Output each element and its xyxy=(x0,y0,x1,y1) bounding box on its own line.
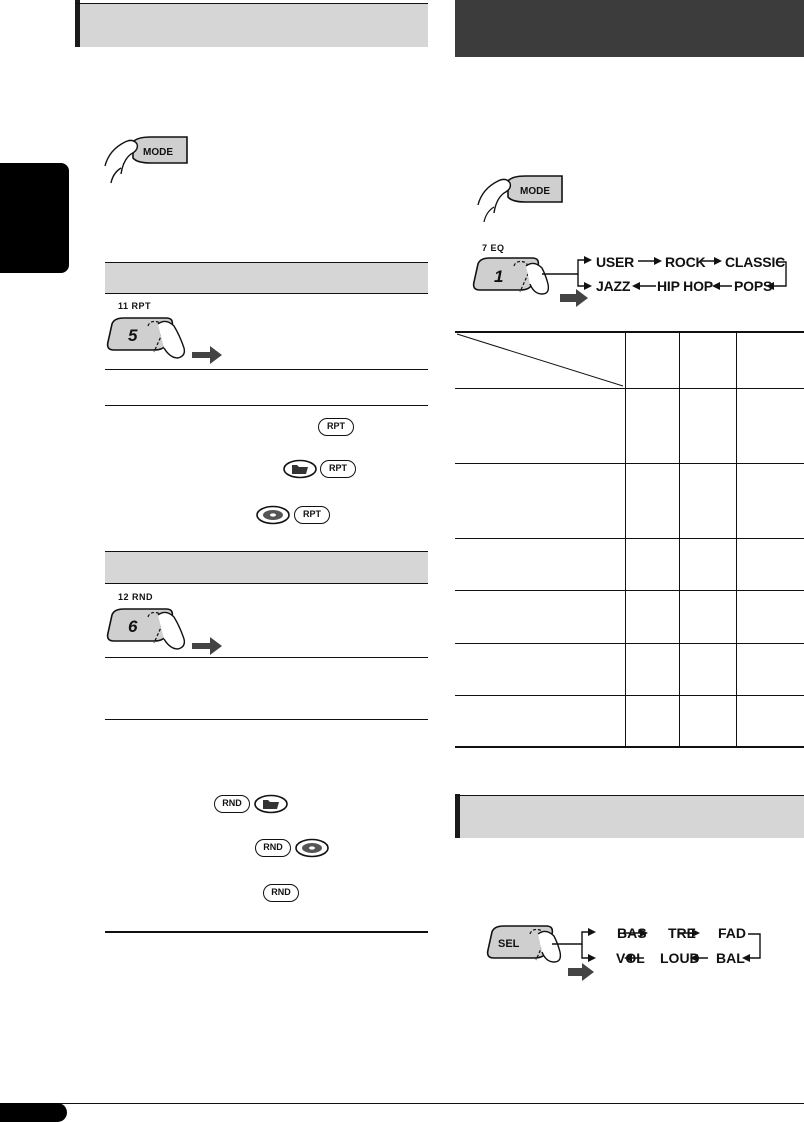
mode-button-right-label: MODE xyxy=(520,186,550,197)
folder-icon xyxy=(253,794,289,814)
mode-button-label: MODE xyxy=(143,147,173,158)
repeat-button-caption: 11 RPT xyxy=(118,301,152,311)
sel-item-tre: TRE xyxy=(668,925,696,941)
sel-button-label: SEL xyxy=(498,938,520,950)
table-row-divider xyxy=(455,590,804,591)
table-row-divider xyxy=(455,538,804,539)
page-number-tab xyxy=(0,1103,67,1122)
random-button-number: 6 xyxy=(128,617,138,636)
table-col-divider xyxy=(736,332,737,747)
eq-button-caption: 7 EQ xyxy=(482,243,505,253)
divider xyxy=(105,719,428,720)
random-button-caption: 12 RND xyxy=(118,592,154,602)
table-bottom-rule xyxy=(455,746,804,748)
divider xyxy=(105,369,428,370)
divider xyxy=(105,293,428,294)
rpt-indicator-folder: RPT xyxy=(320,460,356,478)
rnd-indicator-folder: RND xyxy=(214,795,250,813)
disc-icon xyxy=(255,505,291,525)
repeat-button-number: 5 xyxy=(128,326,138,345)
sel-item-bas: BAS xyxy=(617,925,647,941)
table-row-divider xyxy=(455,388,804,389)
mode-button-right[interactable] xyxy=(474,167,574,227)
eq-mode-hip-hop: HIP HOP xyxy=(657,278,713,294)
eq-mode-pops: POPS xyxy=(734,278,773,294)
sel-item-vol: VOL xyxy=(616,950,645,966)
table-col-divider xyxy=(625,332,626,747)
divider xyxy=(105,583,428,584)
section-header-box xyxy=(80,4,428,47)
disc-icon xyxy=(294,838,330,858)
table-diagonal xyxy=(455,332,625,388)
divider xyxy=(105,551,428,552)
divider xyxy=(75,3,428,4)
random-button-6[interactable] xyxy=(104,603,224,658)
sel-item-fad: FAD xyxy=(718,925,746,941)
rpt-indicator-disc: RPT xyxy=(294,506,330,524)
divider xyxy=(455,795,804,796)
sel-item-loud: LOUD xyxy=(660,950,700,966)
divider xyxy=(105,931,428,933)
eq-section-header xyxy=(455,0,804,57)
eq-mode-jazz: JAZZ xyxy=(596,278,631,294)
rpt-indicator: RPT xyxy=(318,418,354,436)
sound-section-header xyxy=(460,796,804,838)
divider xyxy=(105,405,428,406)
language-side-tab xyxy=(0,163,69,273)
table-row-divider xyxy=(455,695,804,696)
eq-mode-classic: CLASSIC xyxy=(725,254,786,270)
repeat-button-5[interactable] xyxy=(104,312,224,367)
divider xyxy=(105,657,428,658)
eq-mode-user: USER xyxy=(596,254,635,270)
rnd-indicator-disc: RND xyxy=(255,839,291,857)
folder-icon xyxy=(282,459,318,479)
sel-item-bal: BAL xyxy=(716,950,745,966)
repeat-section-header xyxy=(105,263,428,293)
rnd-indicator: RND xyxy=(263,884,299,902)
table-row-divider xyxy=(455,643,804,644)
eq-mode-rock: ROCK xyxy=(665,254,706,270)
table-col-divider xyxy=(679,332,680,747)
divider xyxy=(105,262,428,263)
table-row-divider xyxy=(455,463,804,464)
mode-button[interactable] xyxy=(103,128,193,188)
random-section-header xyxy=(105,552,428,583)
footer-rule xyxy=(0,1103,804,1104)
eq-button-number: 1 xyxy=(494,267,504,286)
